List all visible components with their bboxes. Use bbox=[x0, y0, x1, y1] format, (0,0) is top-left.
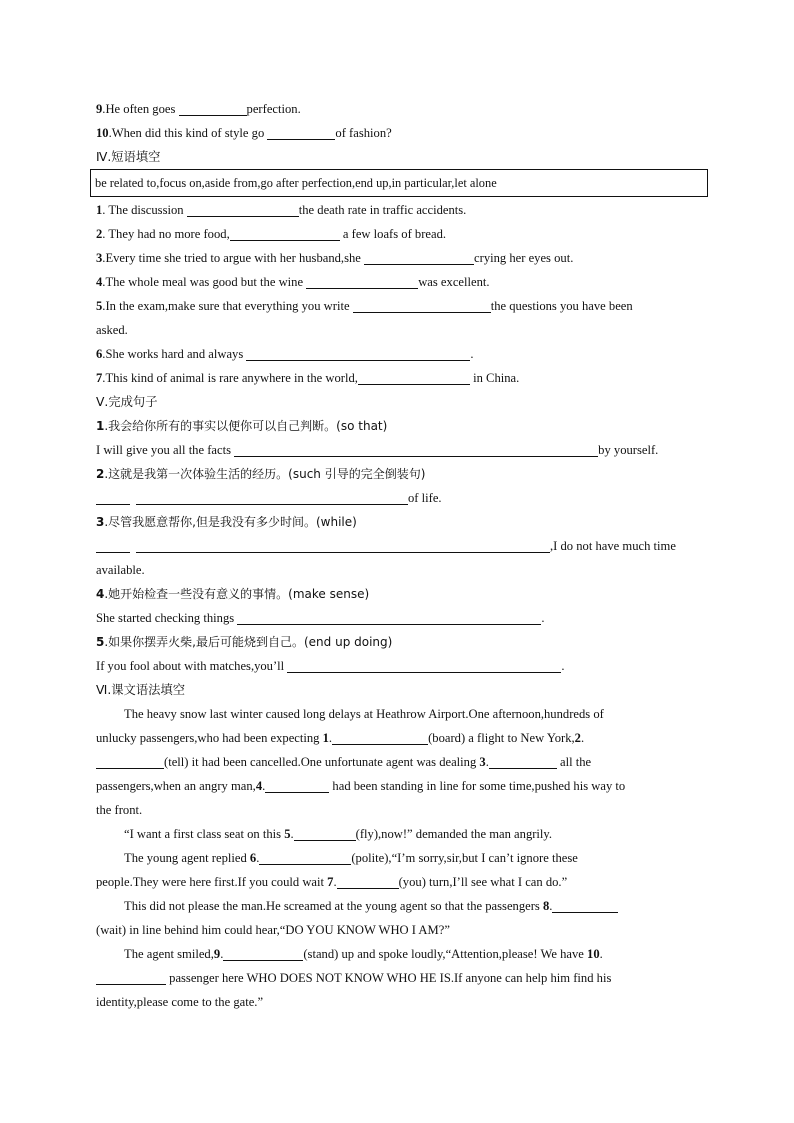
phrase-question-7: 7.This kind of animal is rare anywhere in the world, in China. bbox=[96, 371, 520, 385]
phrase-question-5: 5.In the exam,make sure that everything you write the questions you have been bbox=[96, 299, 633, 313]
answer-blank[interactable] bbox=[136, 490, 408, 505]
worksheet-page bbox=[96, 97, 706, 1014]
answer-blank[interactable] bbox=[364, 250, 474, 265]
answer-blank[interactable] bbox=[96, 970, 166, 985]
answer-blank[interactable] bbox=[96, 538, 130, 553]
answer-blank[interactable] bbox=[223, 946, 303, 961]
answer-blank[interactable] bbox=[353, 298, 491, 313]
answer-blank[interactable] bbox=[267, 125, 335, 140]
answer-blank[interactable] bbox=[96, 490, 130, 505]
answer-blank[interactable] bbox=[234, 442, 598, 457]
answer-blank[interactable] bbox=[179, 101, 247, 116]
answer-blank[interactable] bbox=[265, 778, 329, 793]
passage-line: The agent smiled,9. (stand) up and spoke loudly,“Attention,please! We have 10. bbox=[124, 947, 603, 961]
passage-line: (tell) it had been cancelled.One unfortunate agent was dealing 3. all the bbox=[96, 750, 706, 774]
answer-blank[interactable] bbox=[337, 874, 399, 889]
answer-blank[interactable] bbox=[136, 538, 550, 553]
passage-line: “I want a first class seat on this 5. (fly),now!” demanded the man angrily. bbox=[124, 827, 553, 841]
sentence-answer-3-continued: available. bbox=[96, 563, 145, 577]
sentence-answer-5: If you fool about with matches,you’ll . bbox=[96, 659, 565, 673]
sentence-prompt-2: 2.这就是我第一次体验生活的经历。(such 引导的完全倒装句) bbox=[96, 467, 426, 481]
answer-blank[interactable] bbox=[259, 850, 351, 865]
sentence-prompt-4: 4.她开始检查一些没有意义的事情。(make sense) bbox=[96, 587, 370, 601]
answer-blank[interactable] bbox=[332, 730, 428, 745]
sentence-answer-3: ,I do not have much time bbox=[96, 534, 706, 558]
answer-blank[interactable] bbox=[358, 370, 470, 385]
answer-blank[interactable] bbox=[287, 658, 561, 673]
answer-blank[interactable] bbox=[489, 754, 557, 769]
answer-blank[interactable] bbox=[552, 898, 618, 913]
answer-blank[interactable] bbox=[187, 202, 299, 217]
phrase-question-3: 3.Every time she tried to argue with her husband,she crying her eyes out. bbox=[96, 251, 574, 265]
answer-blank[interactable] bbox=[96, 754, 164, 769]
word-bank-box: be related to,focus on,aside from,go after perfection,end up,in particular,let alone bbox=[90, 169, 708, 197]
phrase-question-1: 1. The discussion the death rate in traffic accidents. bbox=[96, 203, 467, 217]
answer-blank[interactable] bbox=[294, 826, 356, 841]
passage-line: the front. bbox=[96, 803, 143, 817]
sentence-prompt-1: 1.我会给你所有的事实以便你可以自己判断。(so that) bbox=[96, 419, 388, 433]
question-9: 9.He often goes perfection. bbox=[96, 102, 301, 116]
section-heading: Ⅳ.短语填空 bbox=[96, 150, 161, 164]
question-10: 10.When did this kind of style go of fashion? bbox=[96, 126, 392, 140]
answer-blank[interactable] bbox=[237, 610, 541, 625]
passage-line: people.They were here first.If you could wait 7. (you) turn,I’ll see what I can do.” bbox=[96, 875, 568, 889]
passage-line: (wait) in line behind him could hear,“DO YOU KNOW WHO I AM?” bbox=[96, 923, 450, 937]
passage-line: passenger here WHO DOES NOT KNOW WHO HE IS.If anyone can help him find his bbox=[96, 966, 706, 990]
sentence-answer-2: of life. bbox=[96, 486, 706, 510]
passage-line: identity,please come to the gate.” bbox=[96, 995, 264, 1009]
phrase-question-2: 2. They had no more food, a few loafs of bread. bbox=[96, 227, 447, 241]
answer-blank[interactable] bbox=[306, 274, 418, 289]
passage-line: The heavy snow last winter caused long delays at Heathrow Airport.One afternoon,hundreds of bbox=[124, 707, 604, 721]
sentence-prompt-3: 3.尽管我愿意帮你,但是我没有多少时间。(while) bbox=[96, 515, 357, 529]
answer-blank[interactable] bbox=[230, 226, 340, 241]
section-heading: Ⅴ.完成句子 bbox=[96, 395, 158, 409]
phrase-question-5-continued: asked. bbox=[96, 323, 128, 337]
passage-line: The young agent replied 6. (polite),“I’m sorry,sir,but I can’t ignore these bbox=[124, 851, 578, 865]
section-heading: Ⅵ.课文语法填空 bbox=[96, 683, 186, 697]
phrase-question-6: 6.She works hard and always . bbox=[96, 347, 474, 361]
passage-line: unlucky passengers,who had been expecting 1. (board) a flight to New York,2. bbox=[96, 731, 585, 745]
sentence-prompt-5: 5.如果你摆弄火柴,最后可能烧到自己。(end up doing) bbox=[96, 635, 393, 649]
phrase-question-4: 4.The whole meal was good but the wine was excellent. bbox=[96, 275, 490, 289]
passage-line: This did not please the man.He screamed at the young agent so that the passengers 8. bbox=[96, 894, 706, 918]
sentence-answer-4: She started checking things . bbox=[96, 611, 545, 625]
passage-line: passengers,when an angry man,4. had been standing in line for some time,pushed his way to bbox=[96, 779, 626, 793]
sentence-answer-1: I will give you all the facts by yourself. bbox=[96, 443, 659, 457]
answer-blank[interactable] bbox=[246, 346, 470, 361]
